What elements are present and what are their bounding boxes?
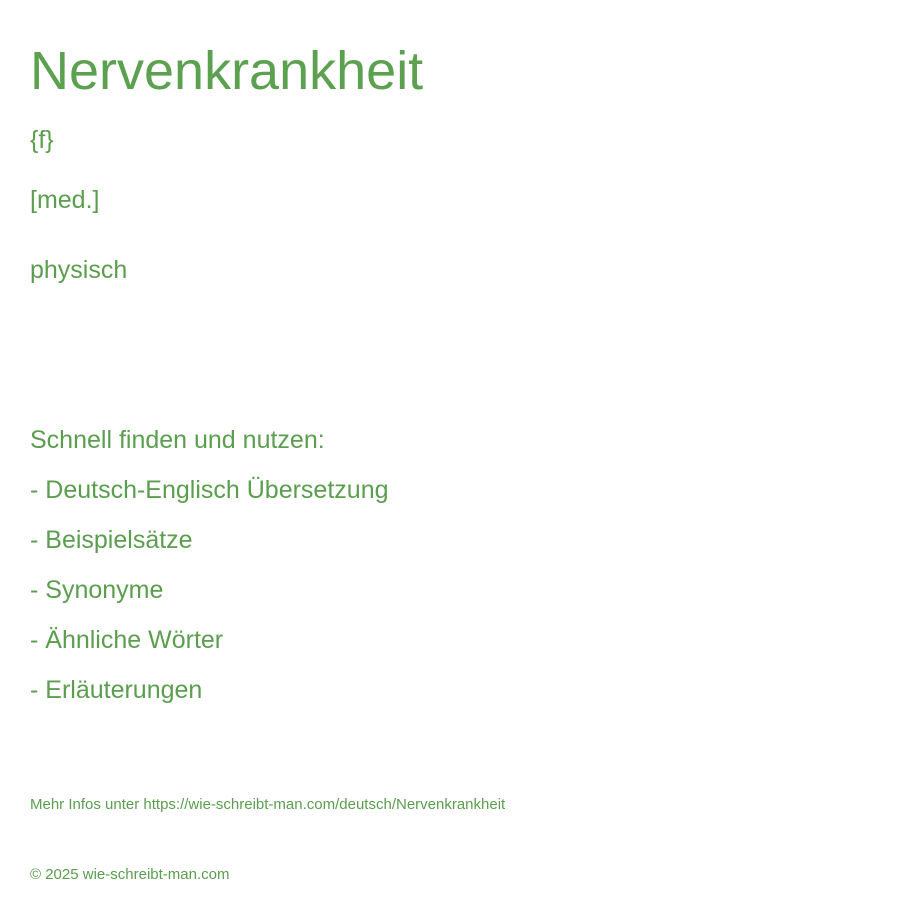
more-info-text: Mehr Infos unter https://wie-schreibt-man.com/deutsch/Nervenkrankheit xyxy=(30,796,506,813)
list-item-similar-words: - Ähnliche Wörter xyxy=(30,626,224,654)
quick-access-heading: Schnell finden und nutzen: xyxy=(30,426,325,454)
domain-label: [med.] xyxy=(30,186,100,214)
category-label: physisch xyxy=(30,256,128,284)
page-title: Nervenkrankheit xyxy=(30,41,424,101)
gender-label: {f} xyxy=(30,126,54,154)
list-item-synonyms: - Synonyme xyxy=(30,576,164,604)
list-item-example-sentences: - Beispielsätze xyxy=(30,526,193,554)
copyright-text: © 2025 wie-schreibt-man.com xyxy=(30,866,230,883)
list-item-explanations: - Erläuterungen xyxy=(30,676,203,704)
list-item-translation: - Deutsch-Englisch Übersetzung xyxy=(30,476,389,504)
